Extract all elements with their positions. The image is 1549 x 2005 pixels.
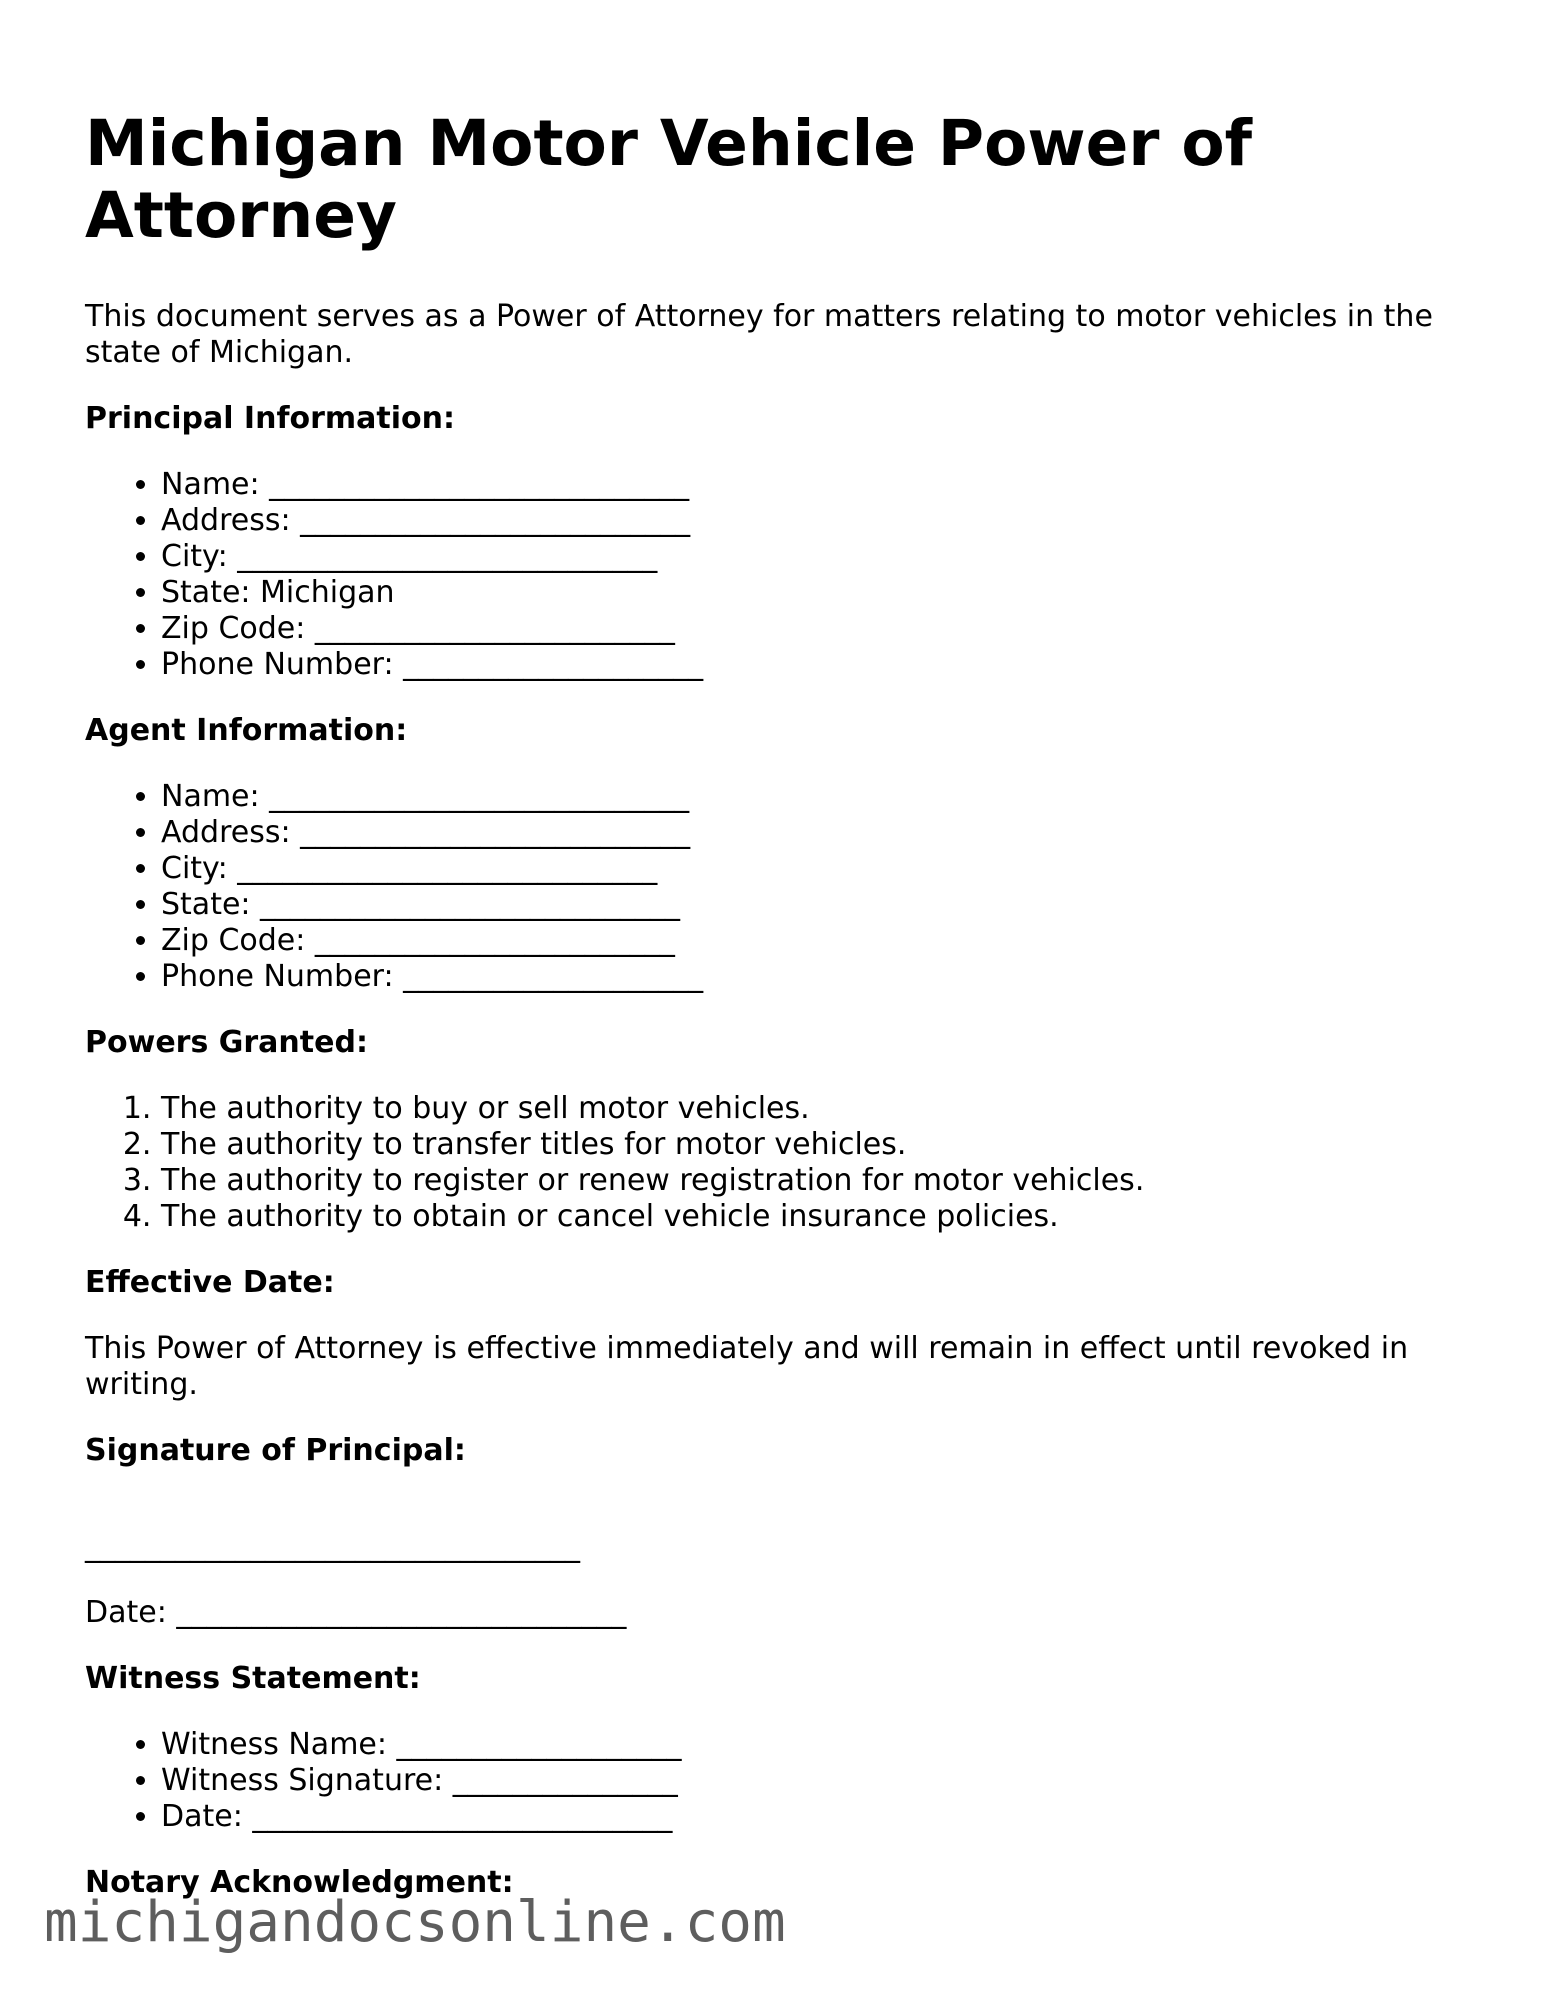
site-watermark: michigandocsonline.com bbox=[44, 1890, 786, 1955]
witness-name-field: • Witness Name: ___________________ bbox=[161, 1727, 1485, 1763]
principal-phone-field: • Phone Number: ____________________ bbox=[161, 647, 1485, 683]
agent-list bbox=[85, 779, 1485, 995]
agent-state-field: • State: ____________________________ bbox=[161, 887, 1485, 923]
witness-heading: Witness Statement: bbox=[85, 1661, 421, 1696]
power-item: 4. The authority to obtain or cancel vehicle insurance policies. bbox=[161, 1199, 1485, 1235]
principal-city-field: • City: ____________________________ bbox=[161, 539, 1485, 575]
power-item: 2. The authority to transfer titles for motor vehicles. bbox=[161, 1127, 1485, 1163]
page-title: Michigan Motor Vehicle Power of Attorney bbox=[85, 107, 1253, 252]
principal-state-field: • State: Michigan bbox=[161, 575, 1485, 611]
witness-signature-field: • Witness Signature: _______________ bbox=[161, 1763, 1485, 1799]
power-item: 1. The authority to buy or sell motor vehicles. bbox=[161, 1091, 1485, 1127]
signature-heading: Signature of Principal: bbox=[85, 1433, 466, 1468]
effective-date-text: This Power of Attorney is effective immediately and will remain in effect until revoked in writing. bbox=[85, 1331, 1409, 1402]
effective-date-heading: Effective Date: bbox=[85, 1265, 335, 1300]
power-item: 3. The authority to register or renew registration for motor vehicles. bbox=[161, 1163, 1485, 1199]
principal-name-field: • Name: ____________________________ bbox=[161, 467, 1485, 503]
agent-heading: Agent Information: bbox=[85, 713, 408, 748]
principal-list bbox=[85, 467, 1485, 683]
principal-signature-line: _________________________________ bbox=[85, 1529, 580, 1564]
principal-zip-field: • Zip Code: ________________________ bbox=[161, 611, 1485, 647]
notary-heading: Notary Acknowledgment: bbox=[85, 1865, 514, 1900]
witness-date-field: • Date: ____________________________ bbox=[161, 1799, 1485, 1835]
witness-list bbox=[85, 1727, 1485, 1835]
principal-heading: Principal Information: bbox=[85, 401, 456, 436]
principal-address-field: • Address: __________________________ bbox=[161, 503, 1485, 539]
intro-paragraph: This document serves as a Power of Attorney for matters relating to motor vehicles in the state of Michigan. bbox=[85, 299, 1433, 370]
agent-zip-field: • Zip Code: ________________________ bbox=[161, 923, 1485, 959]
powers-list bbox=[85, 1091, 1485, 1235]
document-page bbox=[85, 108, 1485, 1931]
agent-address-field: • Address: __________________________ bbox=[161, 815, 1485, 851]
agent-city-field: • City: ____________________________ bbox=[161, 851, 1485, 887]
agent-phone-field: • Phone Number: ____________________ bbox=[161, 959, 1485, 995]
agent-name-field: • Name: ____________________________ bbox=[161, 779, 1485, 815]
powers-heading: Powers Granted: bbox=[85, 1025, 368, 1060]
signature-date-line: Date: ______________________________ bbox=[85, 1595, 627, 1630]
